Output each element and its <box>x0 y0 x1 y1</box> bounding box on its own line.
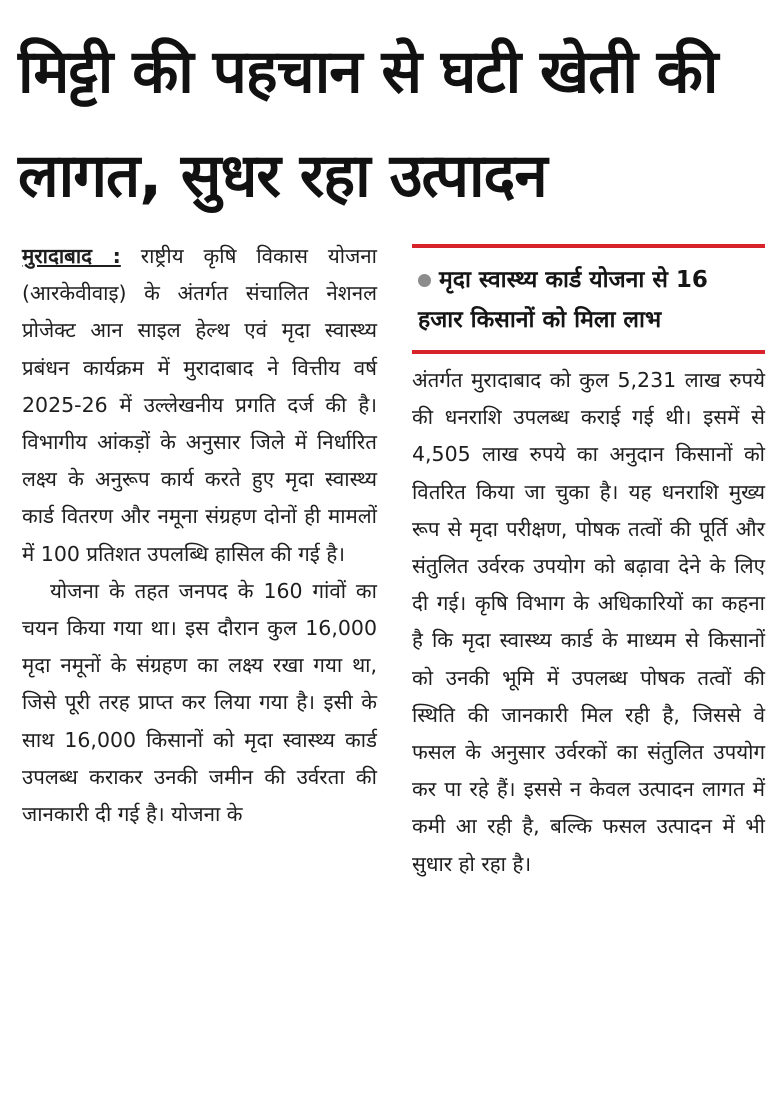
left-column <box>22 238 377 833</box>
dateline: मुरादाबाद : <box>22 244 121 268</box>
headline: मिट्टी की पहचान से घटी खेती की लागत, सुधर रहा उत्पादन <box>18 37 718 211</box>
paragraph-1-text: राष्ट्रीय कृषि विकास योजना (आरकेवीवाइ) के अंतर्गत संचालित नेशनल प्रोजेक्ट आन साइल हेल्थ एवं मृदा स्वास्थ्य प्रबंधन कार्यक्रम में मुरादाबाद ने वित्तीय वर्ष 2025-26 में उल्लेखनीय प्रगति दर्ज की है। विभागीय आंकड़ों के अनुसार जिले में निर्धारित लक्ष्य के अनुरूप कार्य करते हुए मृदा स्वास्थ्य कार्ड वितरण और नमूना संग्रहण दोनों ही मामलों में 100 प्रतिशत उपलब्धि हासिल की गई है। <box>22 244 377 566</box>
bullet-dot-icon <box>418 274 431 287</box>
body-paragraph-2: योजना के तहत जनपद के 160 गांवों का चयन किया गया था। इस दौरान कुल 16,000 मृदा नमूनों के संग्रहण का लक्ष्य रखा गया था, जिसे पूरी तरह प्राप्त कर लिया गया है। इसी के साथ 16,000 किसानों को मृदा स्वास्थ्य कार्ड उपलब्ध कराकर उनकी जमीन की उर्वरता की जानकारी दी गई है। योजना के <box>22 578 377 827</box>
right-column <box>412 238 765 883</box>
subheadline-text: मृदा स्वास्थ्य कार्ड योजना से 16 हजार किसानों को मिला लाभ <box>418 267 708 333</box>
body-paragraph-1 <box>22 238 377 573</box>
subheadline-box <box>412 244 765 354</box>
body-paragraph-3: अंतर्गत मुरादाबाद को कुल 5,231 लाख रुपये की धनराशि उपलब्ध कराई गई थी। इसमें से 4,505 लाख रुपये का अनुदान किसानों को वितरित किया जा चुका है। यह धनराशि मुख्य रूप से मृदा परीक्षण, पोषक तत्वों की पूर्ति और संतुलित उर्वरक उपयोग को बढ़ावा देने के लिए दी गई। कृषि विभाग के अधिकारियों का कहना है कि मृदा स्वास्थ्य कार्ड के माध्यम से किसानों को उनकी भूमि में उपलब्ध पोषक तत्वों की स्थिति की जानकारी मिल रही है, जिससे वे फसल के अनुसार उर्वरकों का संतुलित उपयोग कर पा रहे हैं। इससे न केवल उत्पादन लागत में कमी आ रही है, बल्कि फसल उत्पादन में भी सुधार हो रहा है। <box>412 368 765 876</box>
